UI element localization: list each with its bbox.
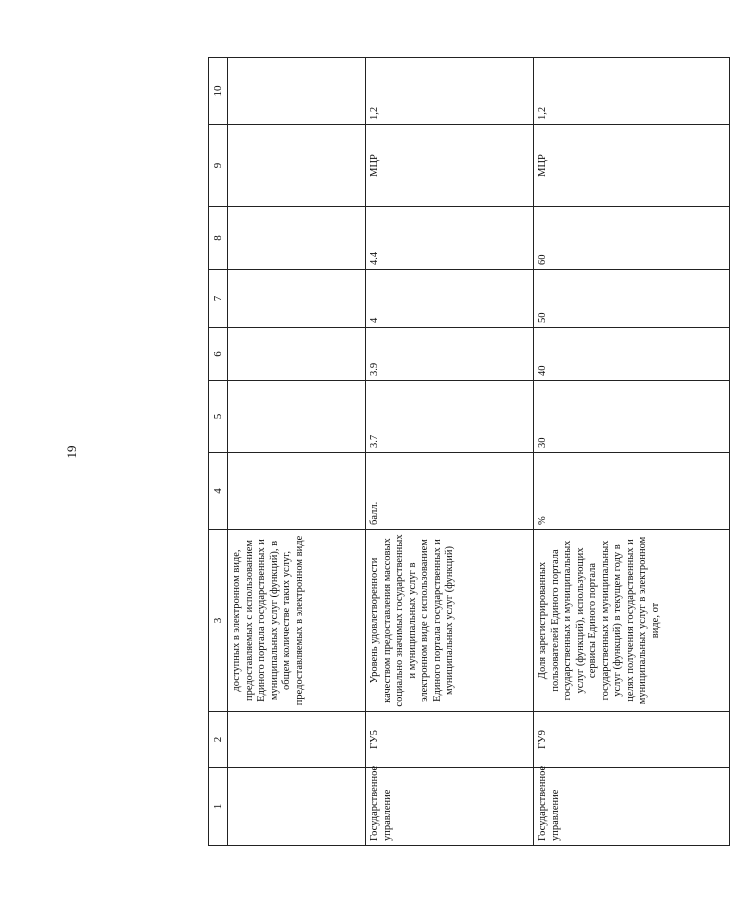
- cell-reference: 1,2: [534, 58, 730, 125]
- cell-value-7: 4: [366, 270, 534, 328]
- cell-indicator: доступных в электронном виде, предоставляемых с использованием Единого портала государственных и муниципальных услуг (функций), в общем количестве таких услуг, предоставляемых в электронном виде: [228, 530, 366, 712]
- cell-source: МЦР: [366, 125, 534, 207]
- cell-value-6: 40: [534, 328, 730, 381]
- cell-code: ГУ9: [534, 712, 730, 768]
- header-cell-8: 8: [209, 207, 228, 270]
- cell-value-6: 3.9: [366, 328, 534, 381]
- header-cell-2: 2: [209, 712, 228, 768]
- rotated-table-container: [208, 58, 730, 846]
- cell-code: ГУ5: [366, 712, 534, 768]
- cell-value-8: [228, 207, 366, 270]
- header-cell-10: 10: [209, 58, 228, 125]
- cell-value-8: 60: [534, 207, 730, 270]
- cell-value-5: 30: [534, 381, 730, 453]
- cell-reference: [228, 58, 366, 125]
- cell-value-5: [228, 381, 366, 453]
- header-cell-4: 4: [209, 453, 228, 530]
- cell-indicator: Доля зарегистрированных пользователей Единого портала государственных и муниципальных услуг (функций), использующих сервисы Единого портала государственных и муниципальных услуг (функций) в текущем году в целях получения государственных и муниципальных услуг в электронном виде, от: [534, 530, 730, 712]
- cell-source: МЦР: [534, 125, 730, 207]
- page-number-text: 19: [64, 445, 79, 459]
- cell-indicator: Уровень удовлетворенности качеством предоставления массовых социально значимых государственных и муниципальных услуг в электронном виде с использованием Единого портала государственных и муниципальных услуг (функций): [366, 530, 534, 712]
- cell-unit: %: [534, 453, 730, 530]
- cell-unit: балл.: [366, 453, 534, 530]
- cell-value-5: 3.7: [366, 381, 534, 453]
- table-row: [366, 58, 534, 846]
- cell-value-8: 4.4: [366, 207, 534, 270]
- header-cell-7: 7: [209, 270, 228, 328]
- cell-value-7: [228, 270, 366, 328]
- cell-sector: Государственное управление: [534, 768, 730, 846]
- table-header-row: [209, 58, 228, 846]
- header-cell-3: 3: [209, 530, 228, 712]
- cell-unit: [228, 453, 366, 530]
- indicators-table: [208, 57, 730, 846]
- cell-value-6: [228, 328, 366, 381]
- cell-sector: [228, 768, 366, 846]
- header-cell-1: 1: [209, 768, 228, 846]
- header-cell-5: 5: [209, 381, 228, 453]
- table-row: [228, 58, 366, 846]
- table-row: [534, 58, 730, 846]
- header-cell-9: 9: [209, 125, 228, 207]
- header-cell-6: 6: [209, 328, 228, 381]
- cell-value-7: 50: [534, 270, 730, 328]
- cell-source: [228, 125, 366, 207]
- cell-reference: 1,2: [366, 58, 534, 125]
- cell-code: [228, 712, 366, 768]
- cell-sector: Государственное управление: [366, 768, 534, 846]
